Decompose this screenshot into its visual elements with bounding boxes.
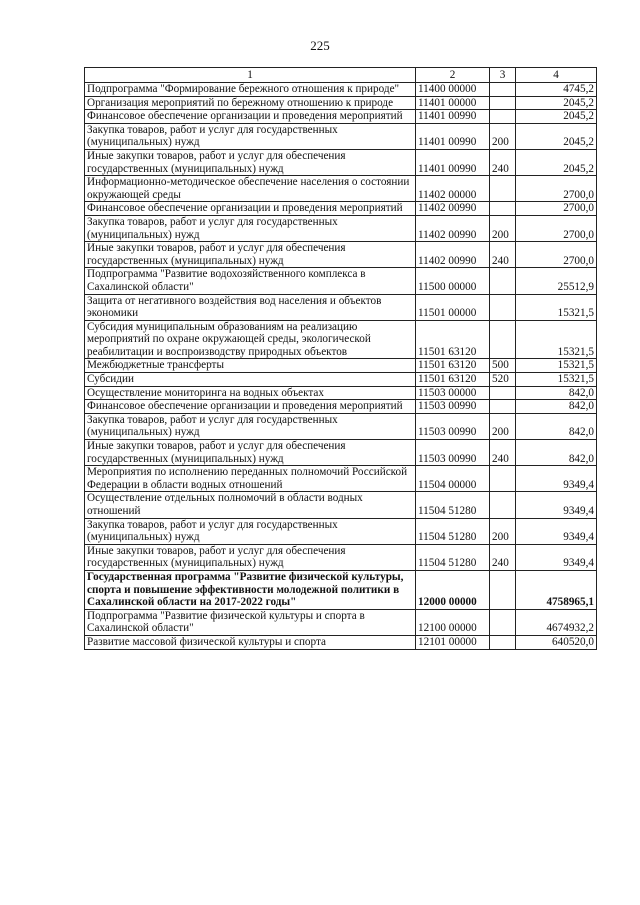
row-amount: 25512,9: [516, 268, 597, 294]
row-name: Иные закупки товаров, работ и услуг для обеспечения государственных (муниципальных) нужд: [85, 242, 416, 268]
row-name: Подпрограмма "Развитие физической культуры и спорта в Сахалинской области": [85, 609, 416, 635]
row-code: 11504 00000: [416, 466, 490, 492]
row-expense-type: [490, 83, 516, 97]
table-row: [85, 202, 597, 216]
row-amount: 15321,5: [516, 320, 597, 359]
row-name: Подпрограмма "Развитие водохозяйственного комплекса в Сахалинской области": [85, 268, 416, 294]
row-name: Иные закупки товаров, работ и услуг для обеспечения государственных (муниципальных) нужд: [85, 440, 416, 466]
table-row: [85, 544, 597, 570]
row-code: 12000 00000: [416, 570, 490, 609]
table-row: [85, 635, 597, 649]
row-amount: 842,0: [516, 440, 597, 466]
row-name: Информационно-методическое обеспечение населения о состоянии окружающей среды: [85, 176, 416, 202]
table-row: [85, 176, 597, 202]
row-amount: 4745,2: [516, 83, 597, 97]
row-name: Осуществление отдельных полномочий в области водных отношений: [85, 492, 416, 518]
table-row: [85, 320, 597, 359]
row-expense-type: [490, 492, 516, 518]
row-expense-type: 240: [490, 440, 516, 466]
budget-table: [84, 67, 597, 650]
table-row: [85, 518, 597, 544]
row-name: Финансовое обеспечение организации и проведения мероприятий: [85, 110, 416, 124]
page-number: 225: [310, 38, 330, 53]
row-amount: 2045,2: [516, 110, 597, 124]
row-amount: 9349,4: [516, 492, 597, 518]
row-code: 11401 00000: [416, 96, 490, 110]
row-name: Закупка товаров, работ и услуг для государственных (муниципальных) нужд: [85, 413, 416, 439]
column-header: 3: [490, 68, 516, 83]
table-row: [85, 609, 597, 635]
row-expense-type: 240: [490, 242, 516, 268]
row-name: Закупка товаров, работ и услуг для государственных (муниципальных) нужд: [85, 215, 416, 241]
table-row: [85, 359, 597, 373]
table-row: [85, 570, 597, 609]
table-row: [85, 96, 597, 110]
row-amount: 640520,0: [516, 635, 597, 649]
table-row: [85, 123, 597, 149]
table-row: [85, 386, 597, 400]
row-name: Осуществление мониторинга на водных объектах: [85, 386, 416, 400]
row-expense-type: [490, 400, 516, 414]
row-code: 11402 00000: [416, 176, 490, 202]
table-row: [85, 215, 597, 241]
row-name: Государственная программа "Развитие физической культуры, спорта и повышение эффективности молодежной политики в Сахалинской области на 2017-2022 годы": [85, 570, 416, 609]
row-expense-type: 500: [490, 359, 516, 373]
row-amount: 2700,0: [516, 242, 597, 268]
row-name: Межбюджетные трансферты: [85, 359, 416, 373]
row-code: 12100 00000: [416, 609, 490, 635]
row-amount: 2700,0: [516, 176, 597, 202]
table-row: [85, 413, 597, 439]
row-code: 11501 63120: [416, 320, 490, 359]
row-code: 11402 00990: [416, 215, 490, 241]
row-amount: 15321,5: [516, 373, 597, 387]
row-expense-type: 240: [490, 544, 516, 570]
row-expense-type: [490, 466, 516, 492]
column-header: 2: [416, 68, 490, 83]
row-name: Мероприятия по исполнению переданных полномочий Российской Федерации в области водных отношений: [85, 466, 416, 492]
table-header-row: [85, 68, 597, 83]
table-row: [85, 294, 597, 320]
row-expense-type: [490, 202, 516, 216]
row-expense-type: [490, 320, 516, 359]
row-code: 11504 51280: [416, 544, 490, 570]
row-code: 11503 00990: [416, 400, 490, 414]
row-amount: 9349,4: [516, 466, 597, 492]
row-expense-type: [490, 609, 516, 635]
row-code: 11401 00990: [416, 123, 490, 149]
row-code: 11501 00000: [416, 294, 490, 320]
row-amount: 15321,5: [516, 359, 597, 373]
table-row: [85, 373, 597, 387]
row-amount: 842,0: [516, 400, 597, 414]
row-name: Финансовое обеспечение организации и проведения мероприятий: [85, 400, 416, 414]
row-code: 12101 00000: [416, 635, 490, 649]
row-name: Субсидии: [85, 373, 416, 387]
row-amount: 2045,2: [516, 149, 597, 175]
row-amount: 2700,0: [516, 202, 597, 216]
column-header: 1: [85, 68, 416, 83]
table-row: [85, 440, 597, 466]
row-expense-type: 200: [490, 215, 516, 241]
table-row: [85, 400, 597, 414]
row-code: 11503 00990: [416, 413, 490, 439]
row-code: 11504 51280: [416, 518, 490, 544]
row-code: 11503 00000: [416, 386, 490, 400]
row-amount: 2045,2: [516, 96, 597, 110]
row-expense-type: [490, 294, 516, 320]
row-amount: 15321,5: [516, 294, 597, 320]
row-expense-type: [490, 570, 516, 609]
row-expense-type: [490, 176, 516, 202]
row-code: 11503 00990: [416, 440, 490, 466]
row-code: 11401 00990: [416, 149, 490, 175]
row-expense-type: [490, 268, 516, 294]
table-row: [85, 110, 597, 124]
row-amount: 2045,2: [516, 123, 597, 149]
row-name: Финансовое обеспечение организации и проведения мероприятий: [85, 202, 416, 216]
row-name: Иные закупки товаров, работ и услуг для обеспечения государственных (муниципальных) нужд: [85, 149, 416, 175]
row-name: Субсидия муниципальным образованиям на реализацию мероприятий по охране окружающей среды, экологической реабилитации и воспроизводству природных объектов: [85, 320, 416, 359]
row-amount: 2700,0: [516, 215, 597, 241]
row-amount: 842,0: [516, 386, 597, 400]
row-amount: 4758965,1: [516, 570, 597, 609]
row-name: Развитие массовой физической культуры и спорта: [85, 635, 416, 649]
row-amount: 842,0: [516, 413, 597, 439]
row-code: 11500 00000: [416, 268, 490, 294]
row-name: Защита от негативного воздействия вод населения и объектов экономики: [85, 294, 416, 320]
table-row: [85, 466, 597, 492]
row-expense-type: [490, 96, 516, 110]
table-row: [85, 492, 597, 518]
row-amount: 9349,4: [516, 518, 597, 544]
row-name: Иные закупки товаров, работ и услуг для обеспечения государственных (муниципальных) нужд: [85, 544, 416, 570]
row-expense-type: [490, 635, 516, 649]
row-code: 11501 63120: [416, 359, 490, 373]
row-expense-type: 200: [490, 518, 516, 544]
row-expense-type: 200: [490, 123, 516, 149]
table-row: [85, 242, 597, 268]
row-name: Организация мероприятий по бережному отношению к природе: [85, 96, 416, 110]
row-expense-type: 240: [490, 149, 516, 175]
row-expense-type: 520: [490, 373, 516, 387]
row-code: 11400 00000: [416, 83, 490, 97]
table-row: [85, 149, 597, 175]
row-expense-type: [490, 110, 516, 124]
row-name: Закупка товаров, работ и услуг для государственных (муниципальных) нужд: [85, 123, 416, 149]
row-amount: 9349,4: [516, 544, 597, 570]
row-expense-type: [490, 386, 516, 400]
row-code: 11501 63120: [416, 373, 490, 387]
table-row: [85, 268, 597, 294]
row-code: 11402 00990: [416, 242, 490, 268]
row-code: 11402 00990: [416, 202, 490, 216]
column-header: 4: [516, 68, 597, 83]
table-row: [85, 83, 597, 97]
row-expense-type: 200: [490, 413, 516, 439]
row-name: Подпрограмма "Формирование бережного отношения к природе": [85, 83, 416, 97]
row-code: 11504 51280: [416, 492, 490, 518]
row-amount: 4674932,2: [516, 609, 597, 635]
row-code: 11401 00990: [416, 110, 490, 124]
row-name: Закупка товаров, работ и услуг для государственных (муниципальных) нужд: [85, 518, 416, 544]
